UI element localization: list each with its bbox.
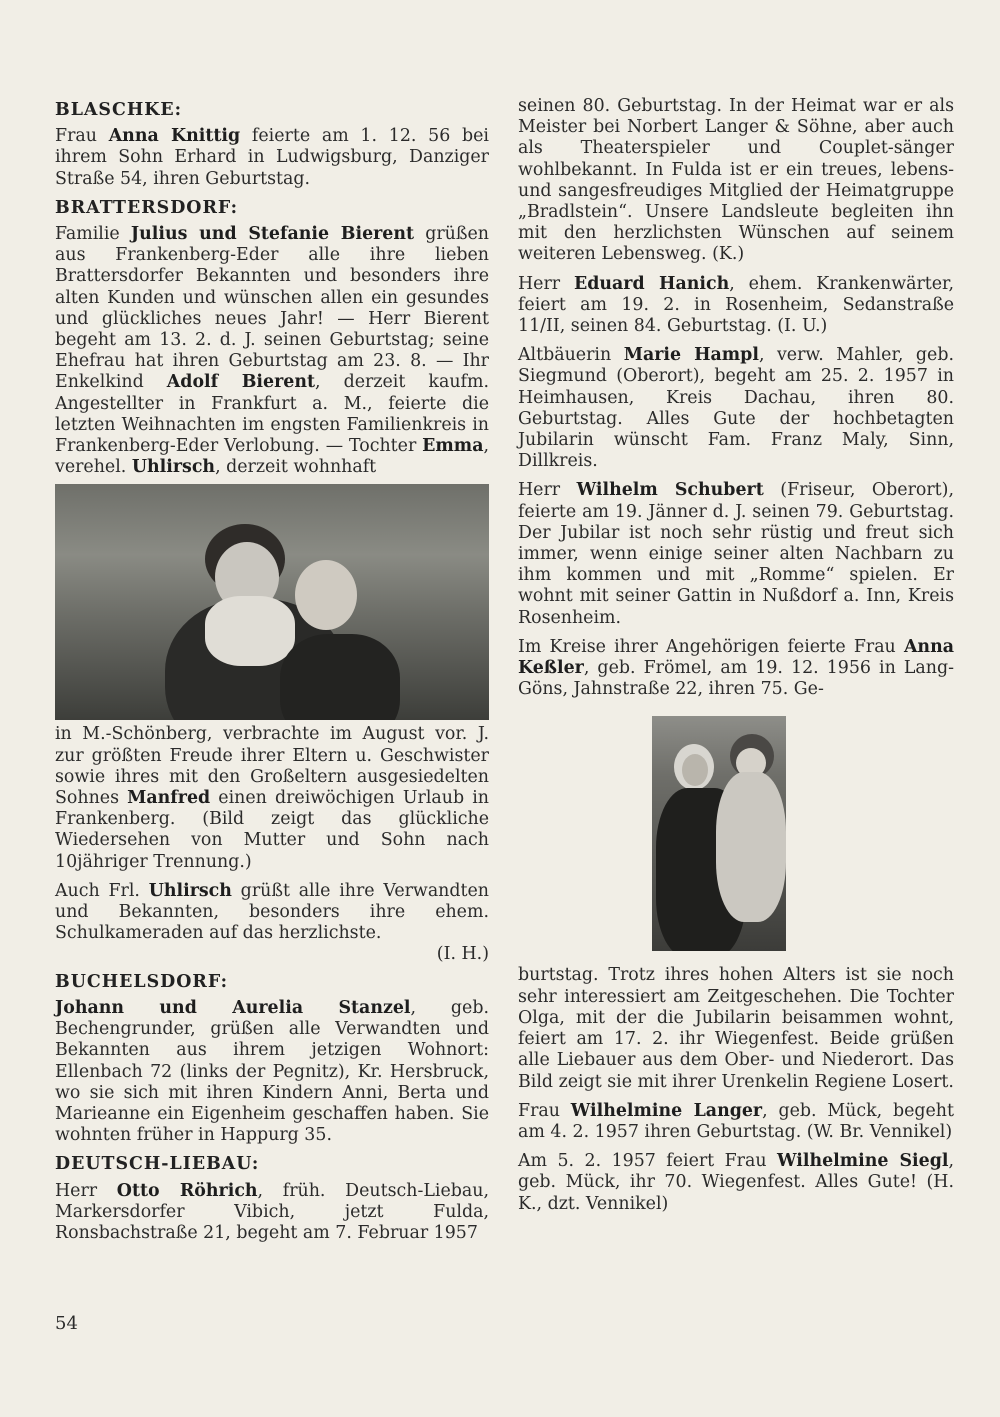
- text: , geb. Bechengrunder, grüßen alle Verwandten und Bekannten aus ihrem jetzigen Wohnort: Ellenbach 72 (links der Pegnitz), Kr. Hersbruck, wo sie sich mit ihren Kindern Anni, Berta und Marieanne ein Eigenheim geschaffen haben. Sie wohnten früher in Happurg 35.: [55, 997, 489, 1146]
- text: grüßen aus Frankenberg-Eder alle ihre lieben Brattersdorfer Bekannten und besonders ihre alten Kunden und wünschen allen ein gesundes und glückliches neues Jahr! — Herr Bierent begeht am 13. 2. d. J. seinen Geburtstag; seine Ehefrau hat ihren Geburtstag am 23. 8. — Ihr Enkelkind: [55, 224, 489, 393]
- person-name: Otto Röhrich: [116, 1180, 258, 1201]
- text: grüßt alle ihre Verwandten und Bekannten, besonders ihre ehem. Schulkameraden auf das herzlichste.: [55, 880, 489, 944]
- photo-child-body-shape: [716, 772, 786, 922]
- text: feierte am 1. 12. 56 bei ihrem Sohn Erhard in Ludwigsburg, Danziger Straße 54, ihren Geburtstag.: [55, 126, 489, 189]
- person-name: Adolf Bierent: [166, 372, 316, 393]
- right-column: [518, 96, 954, 1223]
- paragraph-brattersdorf: [55, 224, 489, 478]
- text: , ehem. Krankenwärter, feiert am 19. 2. in Rosenheim, Sedanstraße 11/II, seinen 84. Geburtstag. (I. U.): [518, 273, 954, 337]
- text: Familie: [55, 224, 131, 245]
- left-column: [55, 96, 489, 1252]
- paragraph-langer: [518, 1101, 954, 1143]
- text: Herr: [55, 1180, 117, 1201]
- section-heading-blaschke: BLASCHKE:: [55, 100, 183, 120]
- paragraph-uhlirsch: [55, 881, 489, 945]
- person-name: Johann und Aurelia Stanzel: [55, 997, 411, 1018]
- person-name: Julius und Stefanie Bierent: [130, 224, 415, 245]
- text: Herr: [518, 273, 574, 294]
- text: , früh. Deutsch-Liebau, Markersdorfer Vibich, jetzt Fulda, Ronsbachstraße 21, begeht am 7. Februar 1957: [55, 1180, 489, 1243]
- text: Altbäuerin: [518, 345, 624, 366]
- text: (Friseur, Oberort), feierte am 19. Jänner d. J. seinen 79. Geburtstag. Der Jubilar ist noch sehr rüstig und freut sich immer, wenn einige seiner alten Nachbarn zu ihm kommen und mit „Romme“ spielen. Er wohnt mit seiner Gattin in Nußdorf a. Inn, Kreis Rosenheim.: [518, 480, 954, 628]
- signature-ih: (I. H.): [436, 944, 489, 965]
- person-name: Uhlirsch: [148, 880, 232, 901]
- text: , geb. Frömel, am 19. 12. 1956 in Lang-Göns, Jahnstraße 22, ihren 75. Ge-: [518, 658, 954, 700]
- person-name: Wilhelm Schubert: [576, 480, 764, 501]
- text: Herr: [518, 480, 577, 501]
- photo-boy-face-shape: [295, 560, 357, 630]
- paragraph-schubert: [518, 480, 954, 628]
- person-name: Manfred: [127, 788, 211, 809]
- text: , derzeit kaufm. Angestellter in Frankfurt a. M., feierte die letzten Weihnachten im engsten Familienkreis in Frankenberg-Eder Verlobung. — Tochter: [55, 372, 489, 457]
- paragraph-hampl: [518, 345, 954, 472]
- person-name: Marie Hampl: [623, 345, 759, 366]
- paragraph-kessler: [518, 637, 954, 701]
- text: , derzeit wohnhaft: [215, 457, 377, 478]
- paragraph-hanich: [518, 274, 954, 338]
- photo-mother-and-son: [55, 484, 489, 720]
- text: Am 5. 2. 1957 feiert Frau: [518, 1151, 778, 1172]
- page-number: 54: [55, 1313, 78, 1334]
- photo-woman-with-child: [652, 716, 786, 951]
- photo-boy-body-shape: [280, 634, 400, 720]
- section-heading-deutsch-liebau: DEUTSCH-LIEBAU:: [55, 1154, 260, 1175]
- person-name: Emma: [422, 436, 484, 457]
- text: Frau: [55, 126, 109, 147]
- person-name: Anna Keßler: [518, 636, 954, 679]
- text: Im Kreise ihrer Angehörigen feierte Frau: [518, 636, 904, 657]
- text: , verw. Mahler, geb. Siegmund (Oberort), begeht am 25. 2. 1957 in Heimhausen, Kreis Dachau, ihren 80. Geburtstag. Alles Gute der hochbetagten Jubilarin wünscht Fam. Franz Maly, Sinn, Dillkreis.: [518, 345, 954, 472]
- person-name: Uhlirsch: [131, 457, 216, 478]
- paragraph-roehrich-cont: seinen 80. Geburtstag. In der Heimat war er als Meister bei Norbert Langer & Söhne, aber auch als Theaterspieler und Couplet-sänger wohlbekannt. In Fulda ist er ein treues, lebens- und sangesfreudiges Mitglied der Heimatgruppe „Bradlstein“. Unsere Landsleute begleiten ihn mit den herzlichsten Wünschen auf seinem weiteren Lebensweg. (K.): [518, 96, 954, 265]
- text: Frau: [518, 1100, 571, 1121]
- text: Auch Frl.: [55, 880, 149, 901]
- person-name: Wilhelmine Langer: [570, 1100, 763, 1121]
- text: , geb. Mück, begeht am 4. 2. 1957 ihren Geburtstag. (W. Br. Vennikel): [518, 1100, 954, 1142]
- person-name: Wilhelmine Siegl: [777, 1151, 949, 1172]
- paragraph-kessler-cont: burtstag. Trotz ihres hohen Alters ist sie noch sehr interessiert am Zeitgeschehen. Die Tochter Olga, mit der die Jubilarin beisammen wohnt, feiert am 17. 2. ihr Wiegenfest. Beide grüßen alle Liebauer aus dem Ober- und Niederort. Das Bild zeigt sie mit ihrer Urenkelin Regiene Losert.: [518, 965, 954, 1092]
- section-heading-brattersdorf: BRATTERSDORF:: [55, 197, 239, 218]
- paragraph-deutsch-liebau: [55, 1181, 489, 1245]
- paragraph-siegl: [518, 1151, 954, 1215]
- text: , geb. Mück, ihr 70. Wiegenfest. Alles Gute! (H. K., dzt. Vennikel): [518, 1151, 954, 1214]
- person-name: Eduard Hanich: [573, 273, 730, 294]
- paragraph-brattersdorf-cont: [55, 724, 489, 872]
- paragraph-blaschke: [55, 126, 489, 190]
- paragraph-buchelsdorf: [55, 998, 489, 1146]
- text: in M.-Schönberg, verbrachte im August vor. J. zur größten Freude ihrer Eltern u. Geschwister sowie ihres mit den Großeltern ausgesiedelten Sohnes: [55, 724, 489, 809]
- section-heading-buchelsdorf: BUCHELSDORF:: [55, 971, 229, 992]
- photo-collar-shape: [205, 596, 295, 666]
- text: einen dreiwöchigen Urlaub in Frankenberg. (Bild zeigt das glückliche Wiedersehen von Mutter und Sohn nach 10jähriger Trennung.): [55, 788, 490, 872]
- text: , verehel.: [55, 436, 489, 478]
- person-name: Anna Knittig: [108, 126, 241, 147]
